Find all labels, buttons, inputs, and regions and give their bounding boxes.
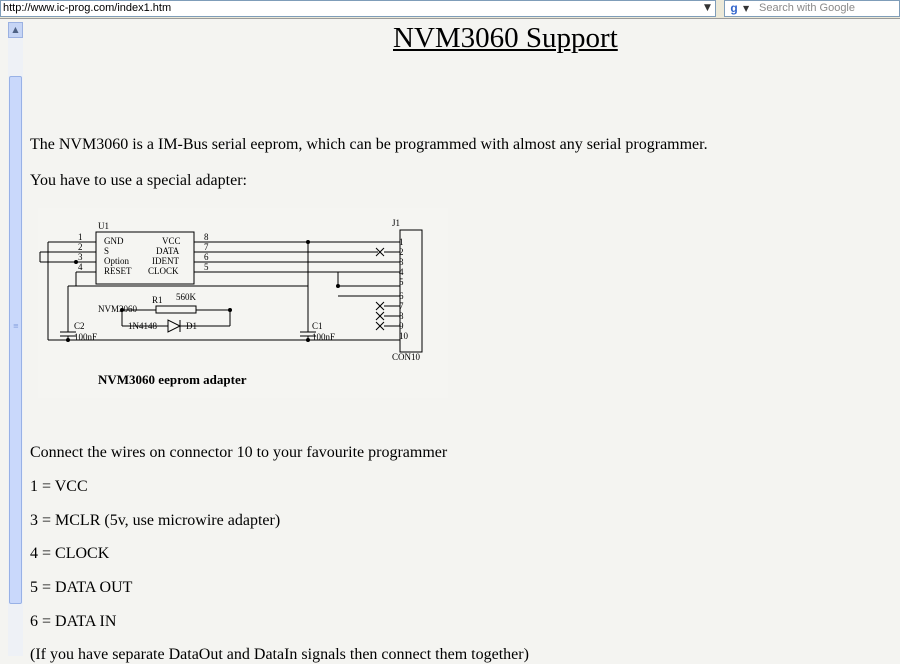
- u1-num-1: 1: [78, 232, 83, 242]
- page-title: NVM3060 Support: [393, 22, 618, 54]
- pin-line-4: 4 = CLOCK: [30, 545, 110, 562]
- u1-part: NVM3060: [98, 304, 138, 314]
- pin-line-5: 5 = DATA OUT: [30, 579, 133, 596]
- svg-text:10: 10: [399, 331, 408, 341]
- c2-ref: C2: [74, 321, 85, 331]
- u1-pin-left-2: S: [104, 246, 110, 256]
- u1-num-4: 4: [78, 262, 83, 272]
- svg-text:4: 4: [399, 267, 404, 277]
- u1-pin-right-6: IDENT: [152, 256, 179, 266]
- u1-num-2: 2: [78, 242, 83, 252]
- j1-part: CON10: [392, 352, 421, 362]
- svg-text:3: 3: [399, 257, 404, 267]
- u1-pin-right-7: DATA: [156, 246, 180, 256]
- search-engine-dropdown-icon[interactable]: ▼: [743, 4, 750, 13]
- svg-text:2: 2: [399, 247, 404, 257]
- grip-icon: ≡: [13, 322, 19, 330]
- svg-text:5: 5: [399, 277, 404, 287]
- c2-value: 100nF: [74, 332, 98, 342]
- address-url: http://www.ic-prog.com/index1.htm: [3, 2, 172, 14]
- diode-ref: D1: [186, 321, 197, 331]
- diode-part: 1N4148: [128, 321, 157, 331]
- address-bar[interactable]: [0, 0, 716, 17]
- connect-note: Connect the wires on connector 10 to your favourite programmer: [30, 444, 448, 461]
- svg-text:1: 1: [399, 237, 404, 247]
- u1-num-5: 5: [204, 262, 209, 272]
- c1-value: 100nF: [312, 332, 336, 342]
- svg-text:8: 8: [399, 311, 404, 321]
- u1-num-6: 6: [204, 252, 209, 262]
- scroll-up-arrow-icon[interactable]: ▲: [8, 22, 23, 38]
- u1-pin-right-8: VCC: [162, 236, 181, 246]
- u1-pin-right-5: CLOCK: [148, 266, 179, 276]
- u1-num-7: 7: [204, 242, 209, 252]
- pin-line-1: 1 = VCC: [30, 478, 88, 495]
- u1-pin-left-4: RESET: [104, 266, 132, 276]
- svg-text:6: 6: [399, 291, 404, 301]
- schematic-diagram: [38, 208, 448, 398]
- google-icon[interactable]: g: [730, 1, 738, 15]
- c1-ref: C1: [312, 321, 323, 331]
- pin-line-6: 6 = DATA IN: [30, 613, 117, 630]
- browser-toolbar: [0, 0, 900, 19]
- svg-text:9: 9: [399, 321, 404, 331]
- r1-value: 560K: [176, 292, 196, 302]
- u1-num-3: 3: [78, 252, 83, 262]
- scroll-thumb[interactable]: [9, 76, 22, 604]
- schematic-caption: NVM3060 eeprom adapter: [98, 372, 247, 387]
- chevron-down-icon[interactable]: ▼: [704, 3, 711, 13]
- u1-ref: U1: [98, 221, 109, 231]
- u1-pin-left-3: Option: [104, 256, 130, 266]
- r1-ref: R1: [152, 295, 163, 305]
- svg-text:7: 7: [399, 301, 404, 311]
- j1-ref: J1: [392, 218, 401, 228]
- search-input[interactable]: [724, 0, 900, 17]
- u1-pin-left-1: GND: [104, 236, 124, 246]
- pin-line-note: (If you have separate DataOut and DataIn signals then connect them together): [30, 646, 529, 663]
- intro-paragraph: The NVM3060 is a IM-Bus serial eeprom, which can be programmed with almost any serial programmer.: [30, 136, 708, 153]
- search-placeholder: Search with Google: [759, 2, 855, 14]
- u1-num-8: 8: [204, 232, 209, 242]
- adapter-note: You have to use a special adapter:: [30, 172, 247, 189]
- pin-line-3: 3 = MCLR (5v, use microwire adapter): [30, 512, 281, 529]
- vertical-scrollbar[interactable]: [8, 22, 23, 656]
